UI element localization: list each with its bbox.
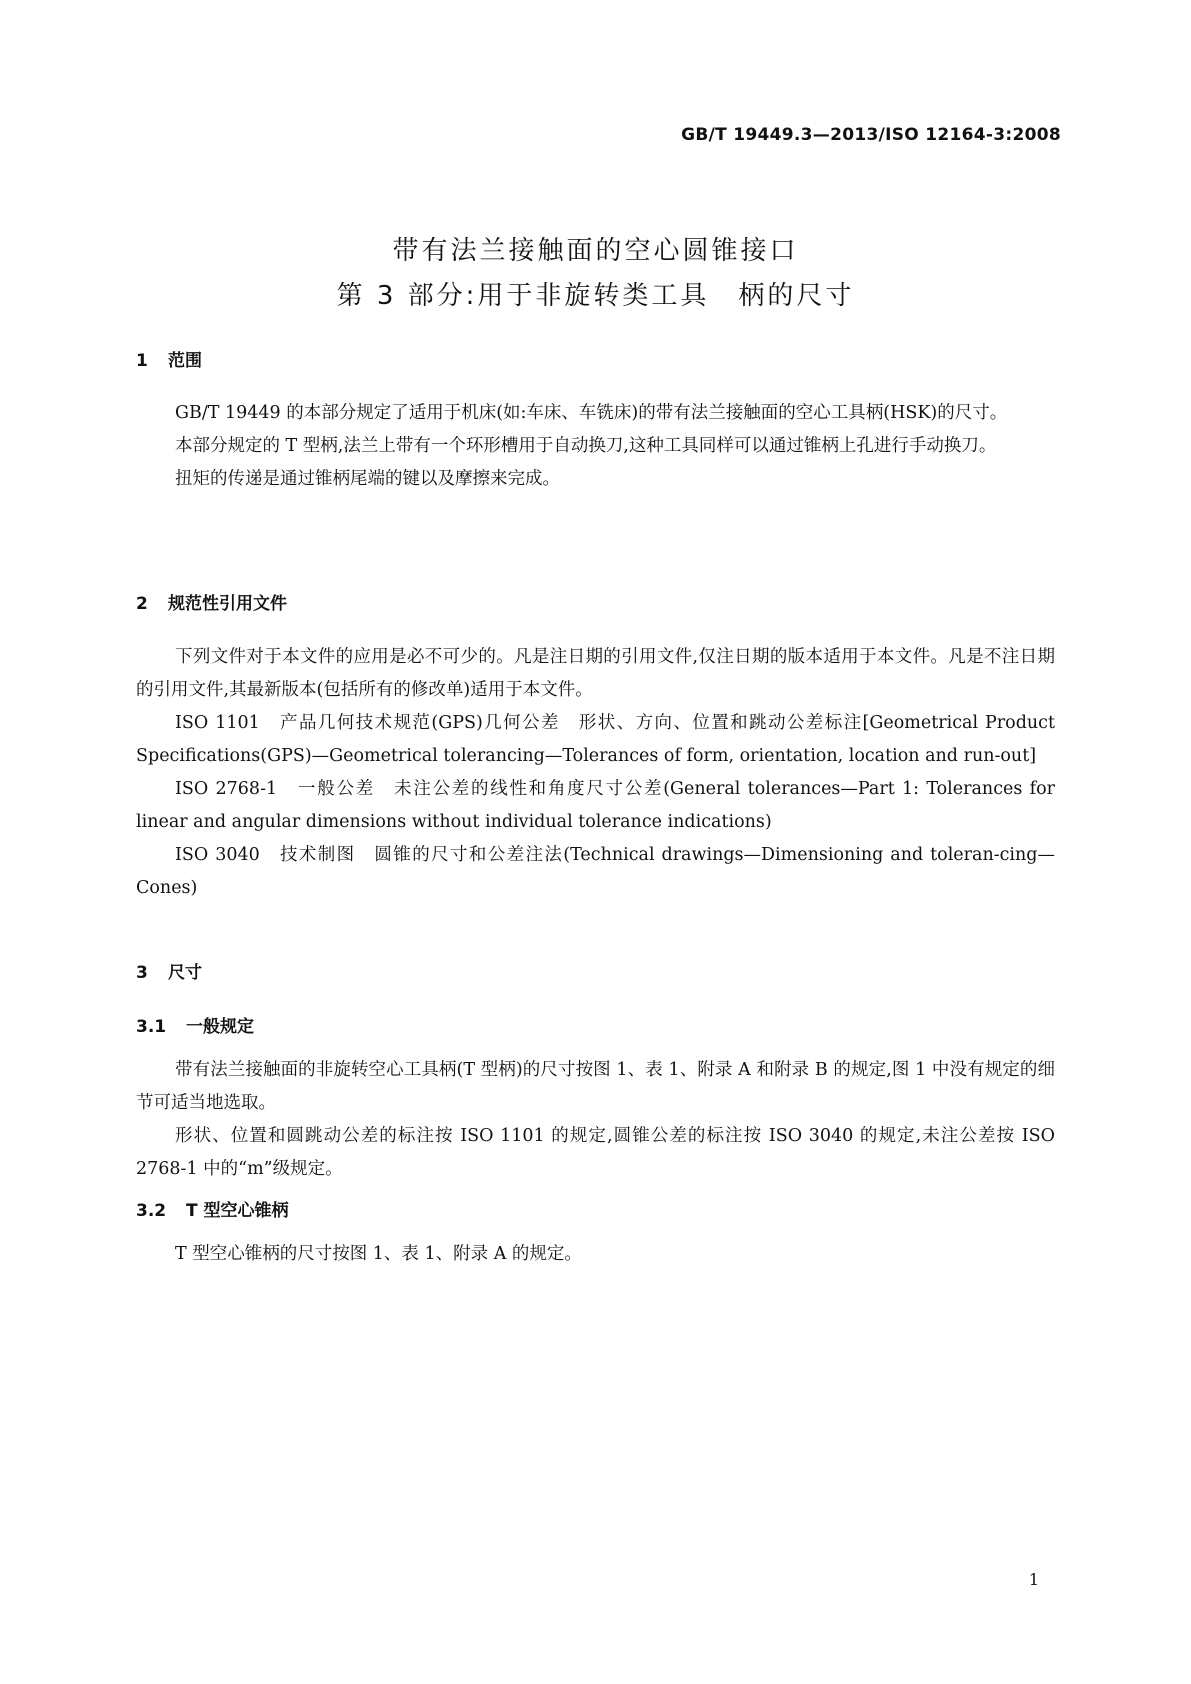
paragraph: 下列文件对于本文件的应用是必不可少的。凡是注日期的引用文件,仅注日期的版本适用于本文件。凡是不注日期的引用文件,其最新版本(包括所有的修改单)适用于本文件。	[136, 647, 1055, 700]
section-3-heading	[136, 958, 202, 983]
section-number: 3.1	[136, 1017, 167, 1037]
paragraph: 本部分规定的 T 型柄,法兰上带有一个环形槽用于自动换刀,这种工具同样可以通过锥柄上孔进行手动换刀。	[175, 436, 997, 456]
section-2-body	[136, 641, 1055, 905]
section-title: 范围	[168, 351, 202, 371]
paragraph: 扭矩的传递是通过锥柄尾端的键以及摩擦来完成。	[175, 469, 560, 489]
section-1-heading	[136, 346, 202, 371]
reference-iso-3040: ISO 3040 技术制图 圆锥的尺寸和公差注法(Technical drawings—Dimensioning and toleran-cing—Cones)	[136, 845, 1055, 898]
section-title: 尺寸	[168, 963, 202, 983]
section-3-2-heading	[136, 1196, 289, 1221]
section-number: 3.2	[136, 1201, 167, 1221]
reference-iso-2768-1: ISO 2768-1 一般公差 未注公差的线性和角度尺寸公差(General tolerances—Part 1: Tolerances for linear and angular dimensions without individual tolerance indications)	[136, 779, 1055, 832]
section-number: 1	[136, 351, 148, 371]
section-2-heading	[136, 589, 287, 614]
section-3-1-heading	[136, 1012, 254, 1037]
section-title: 一般规定	[186, 1017, 254, 1037]
section-title: 规范性引用文件	[168, 594, 287, 614]
paragraph: GB/T 19449 的本部分规定了适用于机床(如:车床、车铣床)的带有法兰接触面的空心工具柄(HSK)的尺寸。	[175, 403, 1008, 423]
paragraph: T 型空心锥柄的尺寸按图 1、表 1、附录 A 的规定。	[175, 1244, 582, 1264]
section-number: 3	[136, 963, 148, 983]
section-title: T 型空心锥柄	[186, 1201, 289, 1221]
section-3-2-body	[136, 1238, 1055, 1271]
page-number: 1	[1028, 1570, 1039, 1589]
section-number: 2	[136, 594, 148, 614]
section-3-1-body	[136, 1054, 1055, 1186]
paragraph: 形状、位置和圆跳动公差的标注按 ISO 1101 的规定,圆锥公差的标注按 ISO 3040 的规定,未注公差按 ISO 2768-1 中的“m”级规定。	[136, 1126, 1055, 1179]
section-1-body	[136, 397, 1055, 496]
standard-number: GB/T 19449.3—2013/ISO 12164-3:2008	[681, 125, 1061, 145]
document-title-line2: 第 3 部分:用于非旋转类工具 柄的尺寸	[336, 281, 855, 311]
reference-iso-1101: ISO 1101 产品几何技术规范(GPS)几何公差 形状、方向、位置和跳动公差标注[Geometrical Product Specifications(GPS)—Geometrical tolerancing—Tolerances of form, orientation, location and run-out]	[136, 713, 1055, 766]
paragraph: 带有法兰接触面的非旋转空心工具柄(T 型柄)的尺寸按图 1、表 1、附录 A 和附录 B 的规定,图 1 中没有规定的细节可适当地选取。	[136, 1060, 1055, 1113]
document-title-line1: 带有法兰接触面的空心圆锥接口	[392, 236, 799, 266]
